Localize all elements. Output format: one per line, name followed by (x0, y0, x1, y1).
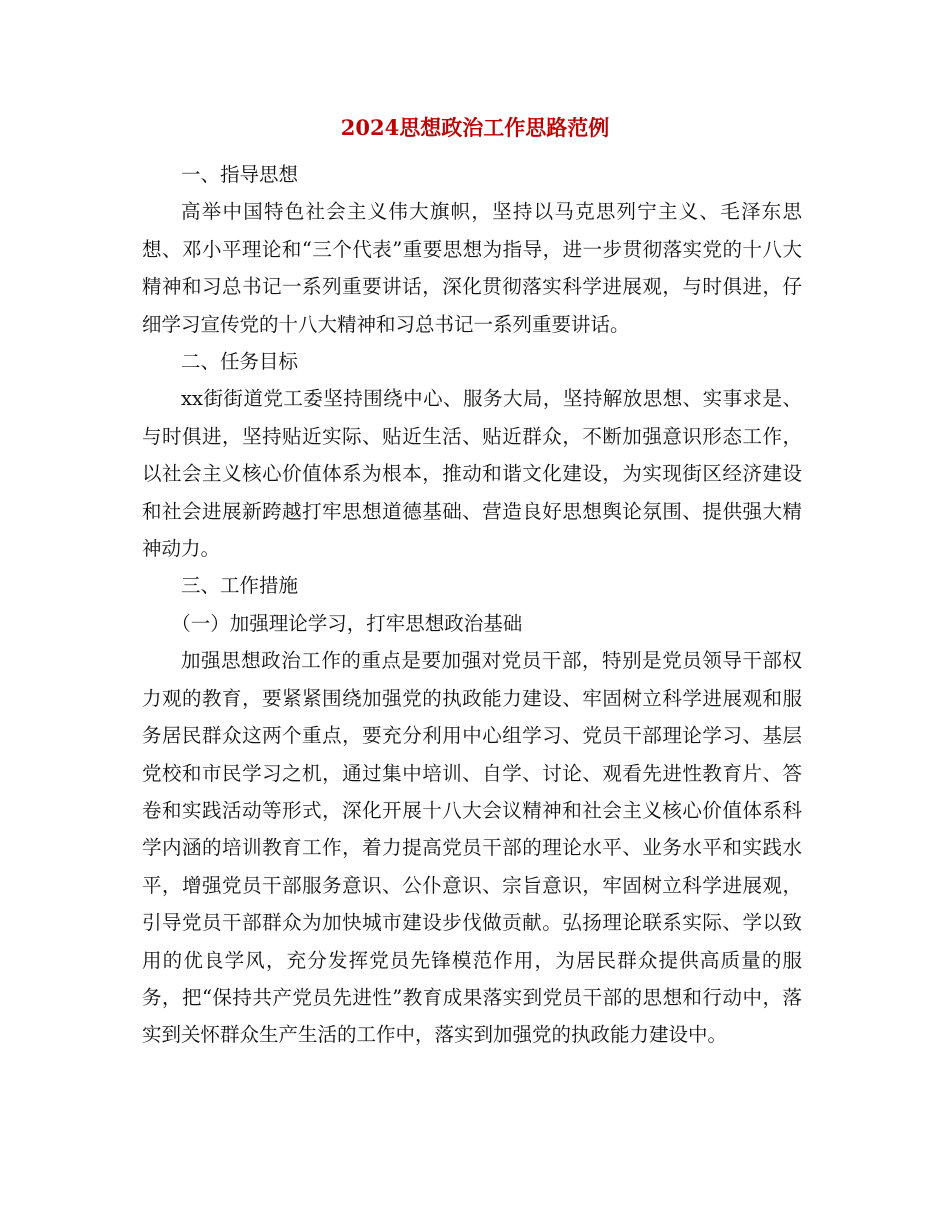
paragraph-task-goals: xx街街道党工委坚持围绕中心、服务大局，坚持解放思想、实事求是、与时俱进，坚持贴近实际、贴近生活、贴近群众，不断加强意识形态工作，以社会主义核心价值体系为根本，推动和谐文化建设，为实现街区经济建设和社会进展新跨越打牢思想道德基础、营造良好思想舆论氛围、提供强大精神动力。 (142, 387, 802, 561)
section-heading-work-measures: 三、工作措施 (181, 574, 299, 598)
paragraph-theory-study: 加强思想政治工作的重点是要加强对党员干部，特别是党员领导干部权力观的教育，要紧紧围绕加强党的执政能力建设、牢固树立科学进展观和服务居民群众这两个重点，要充分利用中心组学习、党员干部理论学习、基层党校和市民学习之机，通过集中培训、自学、讨论、观看先进性教育片、答卷和实践活动等形式，深化开展十八大会议精神和社会主义核心价值体系科学内涵的培训教育工作，着力提高党员干部的理论水平、业务水平和实践水平，增强党员干部服务意识、公仆意识、宗旨意识，牢固树立科学进展观，引导党员干部群众为加快城市建设步伐做贡献。弘扬理论联系实际、学以致用的优良学风，充分发挥党员先锋模范作用，为居民群众提供高质量的服务，把“保持共产党员先进性”教育成果落实到党员干部的思想和行动中，落实到关怀群众生产生活的工作中，落实到加强党的执政能力建设中。 (142, 649, 802, 1047)
document-title: 2024思想政治工作思路范例 (340, 115, 610, 140)
subsection-heading-theory-study: （一）加强理论学习，打牢思想政治基础 (171, 611, 523, 635)
section-heading-task-goals: 二、任务目标 (181, 350, 299, 374)
paragraph-guiding-ideology: 高举中国特色社会主义伟大旗帜，坚持以马克思列宁主义、毛泽东思想、邓小平理论和“三个代表”重要思想为指导，进一步贯彻落实党的十八大精神和习总书记一系列重要讲话，深化贯彻落实科学进展观，与时俱进，仔细学习宣传党的十八大精神和习总书记一系列重要讲话。 (142, 200, 802, 336)
section-heading-guiding-ideology: 一、指导思想 (181, 163, 299, 186)
document-body (142, 156, 802, 1054)
